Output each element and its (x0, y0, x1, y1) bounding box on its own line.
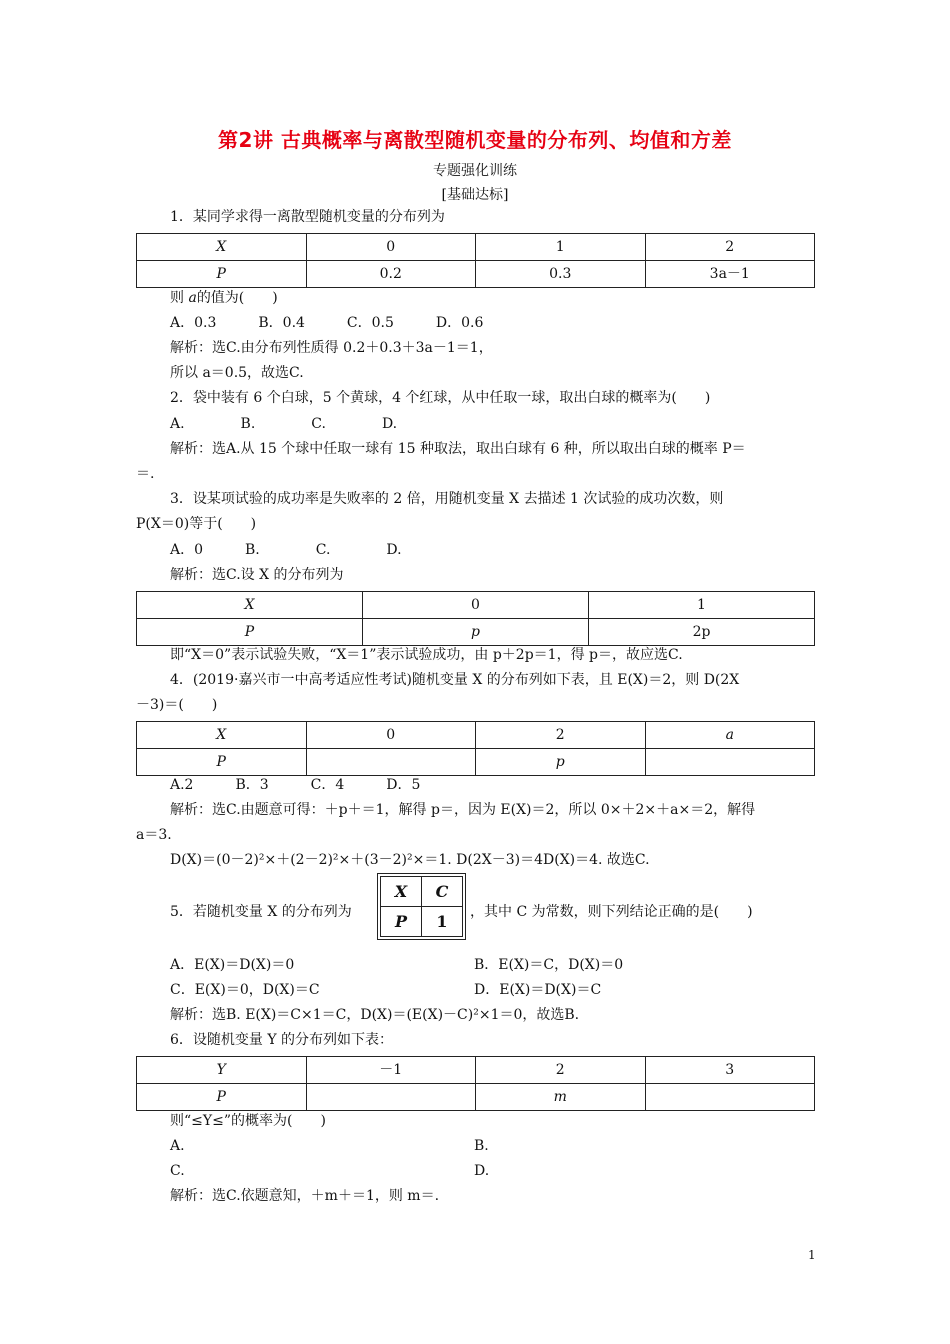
q2-solution-1: 解析：选A.从 15 个球中任取一球有 15 种取法，取出白球有 6 种，所以取出白球的概率 P＝ (170, 441, 746, 457)
table-cell: 3 (645, 1057, 815, 1084)
table-cell: Y (137, 1057, 307, 1084)
table-cell: P (137, 1084, 307, 1111)
q6-stem: 6．设随机变量 Y 的分布列如下表： (170, 1032, 394, 1048)
section-heading: [基础达标] (441, 187, 509, 203)
q5-option-d: D．E(X)＝D(X)＝C (474, 982, 602, 998)
page-number: 1 (808, 1248, 816, 1262)
q5-table (380, 876, 463, 937)
q6-option-b: B. (474, 1138, 489, 1154)
q1-stem: 1．某同学求得一离散型随机变量的分布列为 (170, 209, 445, 225)
q5-stem-pre: 5．若随机变量 X 的分布列为 (170, 904, 352, 920)
q2-solution-2: ＝. (136, 466, 155, 482)
table-cell: 0 (306, 234, 476, 261)
q6-option-c: C. (170, 1163, 185, 1179)
q6-table (136, 1056, 815, 1111)
q5-stem-post: ，其中 C 为常数，则下列结论正确的是( ) (470, 904, 753, 920)
q4-options: A.2 B．3 C．4 D．5 (170, 777, 421, 793)
q1-ask-post: 的值为( ) (196, 290, 278, 306)
q6-ask: 则“≤Y≤”的概率为( ) (170, 1113, 326, 1129)
q6-option-d: D. (474, 1163, 490, 1179)
q1-ask (170, 289, 278, 307)
table-cell: P (137, 749, 307, 776)
table-cell (306, 749, 476, 776)
table-cell: 3a－1 (645, 261, 815, 288)
table-row (137, 749, 815, 776)
q1-options: A．0.3 B．0.4 C．0.5 D．0.6 (170, 315, 484, 331)
subtitle: 专题强化训练 (433, 163, 517, 179)
table-cell: P (137, 261, 307, 288)
q5-solution: 解析：选B. E(X)＝C×1＝C，D(X)＝(E(X)－C)²×1＝0，故选B. (170, 1007, 580, 1023)
table-cell: 0.2 (306, 261, 476, 288)
q4-stem-1: 4．(2019·嘉兴市一中高考适应性考试)随机变量 X 的分布列如下表，且 E(X)＝2，则 D(2X (170, 672, 740, 688)
q4-table (136, 721, 815, 776)
q4-solution-3: D(X)＝(0－2)²×＋(2－2)²×＋(3－2)²×＝1. D(2X－3)＝4D(X)＝4. 故选C. (170, 852, 650, 868)
table-cell: X (137, 722, 307, 749)
table-row (137, 261, 815, 288)
table-cell: －1 (306, 1057, 476, 1084)
table-cell: 1 (422, 907, 463, 937)
q1-solution-2: 所以 a＝0.5，故选C. (170, 365, 304, 381)
table-cell: 2 (476, 722, 646, 749)
q4-solution-1: 解析：选C.由题意可得：＋p＋＝1，解得 p＝，因为 E(X)＝2，所以 0×＋2×＋a×＝2，解得 (170, 802, 756, 818)
table-row (381, 877, 463, 907)
table-cell: P (381, 907, 422, 937)
q6-solution: 解析：选C.依题意知，＋m＋＝1，则 m＝. (170, 1188, 440, 1204)
table-cell: p (476, 749, 646, 776)
q5-option-c: C．E(X)＝0，D(X)＝C (170, 982, 320, 998)
table-cell: p (363, 619, 589, 646)
page-title: 第2讲 古典概率与离散型随机变量的分布列、均值和方差 (218, 128, 732, 152)
q3-solution-1: 解析：选C.设 X 的分布列为 (170, 567, 344, 583)
q2-options: A. B. C. D. (170, 416, 398, 432)
table-row (137, 592, 815, 619)
table-row (381, 907, 463, 937)
table-cell: m (476, 1084, 646, 1111)
table-row (137, 722, 815, 749)
table-cell: 2 (645, 234, 815, 261)
q3-stem-2: P(X＝0)等于( ) (136, 516, 257, 532)
q5-option-b: B．E(X)＝C，D(X)＝0 (474, 957, 624, 973)
table-cell: 2p (589, 619, 815, 646)
table-row (137, 1057, 815, 1084)
q4-stem-2: －3)＝( ) (136, 697, 218, 713)
table-cell: 1 (476, 234, 646, 261)
q5-option-a: A．E(X)＝D(X)＝0 (170, 957, 295, 973)
q6-option-a: A. (170, 1138, 185, 1154)
q1-table (136, 233, 815, 288)
table-cell: P (137, 619, 363, 646)
q3-stem-1: 3．设某项试验的成功率是失败率的 2 倍，用随机变量 X 去描述 1 次试验的成功次数，则 (170, 491, 724, 507)
q3-options: A．0 B. C. D. (170, 542, 402, 558)
q2-stem: 2．袋中装有 6 个白球，5 个黄球，4 个红球，从中任取一球，取出白球的概率为( ) (170, 390, 711, 406)
q1-ask-pre: 则 (170, 290, 189, 306)
table-cell: X (137, 234, 307, 261)
table-cell: C (422, 877, 463, 907)
table-cell: 2 (476, 1057, 646, 1084)
table-cell: X (381, 877, 422, 907)
q1-ask-var: a (188, 290, 197, 306)
table-cell: 0 (306, 722, 476, 749)
table-cell: X (137, 592, 363, 619)
q3-solution-2: 即“X＝0”表示试验失败，“X＝1”表示试验成功，由 p＋2p＝1，得 p＝，故应选C. (170, 647, 683, 663)
table-cell (645, 1084, 815, 1111)
q1-solution-1: 解析：选C.由分布列性质得 0.2＋0.3＋3a－1＝1， (170, 340, 493, 356)
q3-table (136, 591, 815, 646)
table-cell: 1 (589, 592, 815, 619)
table-row (137, 1084, 815, 1111)
table-row (137, 619, 815, 646)
table-cell (306, 1084, 476, 1111)
table-cell (645, 749, 815, 776)
table-cell: a (645, 722, 815, 749)
q4-solution-2: a＝3. (136, 827, 172, 843)
table-cell: 0.3 (476, 261, 646, 288)
table-cell: 0 (363, 592, 589, 619)
table-row (137, 234, 815, 261)
